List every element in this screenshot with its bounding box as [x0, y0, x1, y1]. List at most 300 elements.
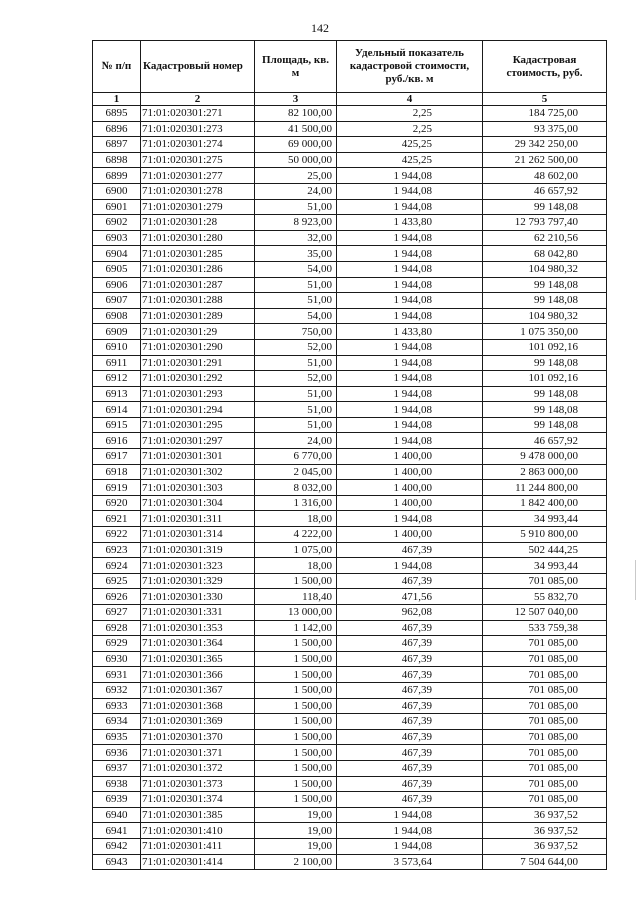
- cadastral-value-table: [92, 40, 607, 870]
- cell-row-number: 6925: [93, 573, 141, 589]
- cell-specific-value: 467,39: [337, 651, 483, 667]
- cell-row-number: 6901: [93, 199, 141, 215]
- cell-area: 32,00: [255, 230, 337, 246]
- cell-cadastral-value: 701 085,00: [483, 651, 607, 667]
- cell-cadastral-number: 71:01:020301:289: [141, 308, 255, 324]
- cell-row-number: 6927: [93, 605, 141, 621]
- cell-cadastral-value: 701 085,00: [483, 682, 607, 698]
- table-header: [93, 41, 607, 106]
- table-row: [93, 261, 607, 277]
- cell-cadastral-number: 71:01:020301:275: [141, 152, 255, 168]
- table-row: [93, 386, 607, 402]
- cell-area: 51,00: [255, 277, 337, 293]
- cell-cadastral-value: 62 210,56: [483, 230, 607, 246]
- cell-specific-value: 1 944,08: [337, 261, 483, 277]
- cell-area: 51,00: [255, 293, 337, 309]
- cell-row-number: 6937: [93, 760, 141, 776]
- cell-row-number: 6936: [93, 745, 141, 761]
- table-row: [93, 854, 607, 870]
- table-row: [93, 542, 607, 558]
- cell-cadastral-value: 36 937,52: [483, 807, 607, 823]
- column-number: 2: [141, 93, 255, 106]
- cell-row-number: 6928: [93, 620, 141, 636]
- table-row: [93, 620, 607, 636]
- cell-area: 51,00: [255, 402, 337, 418]
- cell-area: 18,00: [255, 511, 337, 527]
- header-row: [93, 41, 607, 93]
- cell-area: 51,00: [255, 199, 337, 215]
- cell-row-number: 6911: [93, 355, 141, 371]
- cell-cadastral-value: 1 075 350,00: [483, 324, 607, 340]
- cell-specific-value: 1 944,08: [337, 823, 483, 839]
- cell-cadastral-value: 46 657,92: [483, 433, 607, 449]
- table-row: [93, 168, 607, 184]
- page-number: 142: [311, 21, 329, 35]
- table-row: [93, 183, 607, 199]
- cell-cadastral-value: 68 042,80: [483, 246, 607, 262]
- cell-row-number: 6906: [93, 277, 141, 293]
- cell-cadastral-value: 55 832,70: [483, 589, 607, 605]
- cell-area: 25,00: [255, 168, 337, 184]
- cell-cadastral-value: 36 937,52: [483, 838, 607, 854]
- cell-area: 52,00: [255, 371, 337, 387]
- cell-specific-value: 1 944,08: [337, 807, 483, 823]
- cell-area: 54,00: [255, 261, 337, 277]
- cell-cadastral-number: 71:01:020301:330: [141, 589, 255, 605]
- cell-specific-value: 1 944,08: [337, 199, 483, 215]
- table-row: [93, 293, 607, 309]
- cell-specific-value: 1 400,00: [337, 495, 483, 511]
- table-row: [93, 137, 607, 153]
- table-row: [93, 152, 607, 168]
- cell-cadastral-value: 34 993,44: [483, 511, 607, 527]
- cell-cadastral-number: 71:01:020301:271: [141, 106, 255, 122]
- cell-cadastral-value: 701 085,00: [483, 760, 607, 776]
- cell-area: 51,00: [255, 386, 337, 402]
- cell-area: 51,00: [255, 417, 337, 433]
- cell-cadastral-number: 71:01:020301:331: [141, 605, 255, 621]
- cell-specific-value: 1 944,08: [337, 230, 483, 246]
- cell-specific-value: 1 433,80: [337, 324, 483, 340]
- cell-cadastral-value: 184 725,00: [483, 106, 607, 122]
- cell-cadastral-number: 71:01:020301:314: [141, 527, 255, 543]
- table-row: [93, 823, 607, 839]
- cell-specific-value: 467,39: [337, 682, 483, 698]
- cell-specific-value: 2,25: [337, 106, 483, 122]
- cell-specific-value: 1 944,08: [337, 246, 483, 262]
- cell-specific-value: 1 433,80: [337, 215, 483, 231]
- cell-cadastral-value: 1 842 400,00: [483, 495, 607, 511]
- cell-cadastral-number: 71:01:020301:371: [141, 745, 255, 761]
- cell-specific-value: 1 400,00: [337, 449, 483, 465]
- cell-cadastral-value: 701 085,00: [483, 667, 607, 683]
- cell-specific-value: 3 573,64: [337, 854, 483, 870]
- cell-row-number: 6914: [93, 402, 141, 418]
- table-row: [93, 215, 607, 231]
- table-row: [93, 636, 607, 652]
- cell-cadastral-number: 71:01:020301:323: [141, 558, 255, 574]
- cell-cadastral-number: 71:01:020301:279: [141, 199, 255, 215]
- cell-cadastral-value: 12 793 797,40: [483, 215, 607, 231]
- cell-specific-value: 467,39: [337, 620, 483, 636]
- table-row: [93, 339, 607, 355]
- cell-specific-value: 1 944,08: [337, 371, 483, 387]
- cell-cadastral-number: 71:01:020301:280: [141, 230, 255, 246]
- cell-row-number: 6923: [93, 542, 141, 558]
- cell-area: 1 500,00: [255, 636, 337, 652]
- cell-cadastral-value: 502 444,25: [483, 542, 607, 558]
- table-row: [93, 121, 607, 137]
- cell-cadastral-value: 104 980,32: [483, 308, 607, 324]
- table-row: [93, 402, 607, 418]
- cell-cadastral-value: 701 085,00: [483, 573, 607, 589]
- cell-cadastral-number: 71:01:020301:288: [141, 293, 255, 309]
- cell-area: 35,00: [255, 246, 337, 262]
- cell-cadastral-value: 5 910 800,00: [483, 527, 607, 543]
- cell-cadastral-number: 71:01:020301:411: [141, 838, 255, 854]
- cell-cadastral-number: 71:01:020301:292: [141, 371, 255, 387]
- cell-row-number: 6917: [93, 449, 141, 465]
- cell-row-number: 6932: [93, 682, 141, 698]
- table-row: [93, 449, 607, 465]
- table-row: [93, 792, 607, 808]
- cell-cadastral-value: 701 085,00: [483, 698, 607, 714]
- margin-mark: [635, 560, 636, 600]
- cell-cadastral-number: 71:01:020301:370: [141, 729, 255, 745]
- cell-cadastral-number: 71:01:020301:385: [141, 807, 255, 823]
- cell-cadastral-number: 71:01:020301:295: [141, 417, 255, 433]
- cell-row-number: 6902: [93, 215, 141, 231]
- cell-area: 750,00: [255, 324, 337, 340]
- cell-area: 19,00: [255, 838, 337, 854]
- cell-specific-value: 1 944,08: [337, 168, 483, 184]
- cell-cadastral-number: 71:01:020301:291: [141, 355, 255, 371]
- cell-specific-value: 467,39: [337, 636, 483, 652]
- column-number: 5: [483, 93, 607, 106]
- cell-specific-value: 467,39: [337, 698, 483, 714]
- cell-specific-value: 1 944,08: [337, 433, 483, 449]
- cell-area: 1 075,00: [255, 542, 337, 558]
- cell-row-number: 6930: [93, 651, 141, 667]
- table-row: [93, 760, 607, 776]
- cell-area: 1 316,00: [255, 495, 337, 511]
- header-area: Площадь, кв. м: [255, 41, 337, 93]
- table-row: [93, 589, 607, 605]
- table-row: [93, 667, 607, 683]
- cell-area: 24,00: [255, 433, 337, 449]
- table-row: [93, 558, 607, 574]
- cell-cadastral-number: 71:01:020301:353: [141, 620, 255, 636]
- cell-cadastral-number: 71:01:020301:367: [141, 682, 255, 698]
- cell-row-number: 6918: [93, 464, 141, 480]
- cell-specific-value: 1 400,00: [337, 480, 483, 496]
- cell-area: 24,00: [255, 183, 337, 199]
- cell-cadastral-value: 93 375,00: [483, 121, 607, 137]
- cell-row-number: 6924: [93, 558, 141, 574]
- cell-row-number: 6920: [93, 495, 141, 511]
- cell-area: 82 100,00: [255, 106, 337, 122]
- cell-specific-value: 1 944,08: [337, 339, 483, 355]
- table-row: [93, 308, 607, 324]
- cell-cadastral-value: 99 148,08: [483, 386, 607, 402]
- table-row: [93, 230, 607, 246]
- cell-cadastral-number: 71:01:020301:374: [141, 792, 255, 808]
- cell-area: 8 923,00: [255, 215, 337, 231]
- cell-row-number: 6931: [93, 667, 141, 683]
- table-row: [93, 199, 607, 215]
- cell-row-number: 6935: [93, 729, 141, 745]
- cell-cadastral-value: 701 085,00: [483, 792, 607, 808]
- cell-row-number: 6904: [93, 246, 141, 262]
- cell-cadastral-number: 71:01:020301:290: [141, 339, 255, 355]
- cell-cadastral-number: 71:01:020301:273: [141, 121, 255, 137]
- table-row: [93, 651, 607, 667]
- cell-area: 1 142,00: [255, 620, 337, 636]
- cell-row-number: 6910: [93, 339, 141, 355]
- cell-row-number: 6942: [93, 838, 141, 854]
- cell-cadastral-number: 71:01:020301:28: [141, 215, 255, 231]
- cell-specific-value: 467,39: [337, 542, 483, 558]
- table-row: [93, 745, 607, 761]
- table-row: [93, 371, 607, 387]
- cell-specific-value: 467,39: [337, 760, 483, 776]
- cell-area: 8 032,00: [255, 480, 337, 496]
- cell-row-number: 6903: [93, 230, 141, 246]
- cell-row-number: 6896: [93, 121, 141, 137]
- cell-area: 19,00: [255, 807, 337, 823]
- cell-specific-value: 2,25: [337, 121, 483, 137]
- cell-cadastral-value: 101 092,16: [483, 339, 607, 355]
- cell-row-number: 6919: [93, 480, 141, 496]
- table-row: [93, 106, 607, 122]
- cell-cadastral-number: 71:01:020301:29: [141, 324, 255, 340]
- cell-area: 50 000,00: [255, 152, 337, 168]
- cell-area: 1 500,00: [255, 792, 337, 808]
- cell-cadastral-value: 29 342 250,00: [483, 137, 607, 153]
- table-row: [93, 355, 607, 371]
- cell-cadastral-number: 71:01:020301:287: [141, 277, 255, 293]
- table-row: [93, 714, 607, 730]
- cell-row-number: 6941: [93, 823, 141, 839]
- cell-cadastral-number: 71:01:020301:365: [141, 651, 255, 667]
- cell-specific-value: 1 944,08: [337, 838, 483, 854]
- cell-cadastral-number: 71:01:020301:293: [141, 386, 255, 402]
- cell-area: 1 500,00: [255, 729, 337, 745]
- cell-specific-value: 1 944,08: [337, 417, 483, 433]
- table-row: [93, 246, 607, 262]
- cell-cadastral-number: 71:01:020301:369: [141, 714, 255, 730]
- table-row: [93, 605, 607, 621]
- cell-cadastral-number: 71:01:020301:294: [141, 402, 255, 418]
- cell-cadastral-value: 9 478 000,00: [483, 449, 607, 465]
- cell-cadastral-value: 46 657,92: [483, 183, 607, 199]
- cell-cadastral-number: 71:01:020301:368: [141, 698, 255, 714]
- cell-area: 1 500,00: [255, 682, 337, 698]
- cell-specific-value: 425,25: [337, 137, 483, 153]
- cell-row-number: 6921: [93, 511, 141, 527]
- cell-area: 13 000,00: [255, 605, 337, 621]
- cell-area: 1 500,00: [255, 760, 337, 776]
- cell-specific-value: 1 944,08: [337, 355, 483, 371]
- cell-cadastral-number: 71:01:020301:302: [141, 464, 255, 480]
- table-body: [93, 106, 607, 870]
- table-row: [93, 480, 607, 496]
- table-row: [93, 464, 607, 480]
- cell-cadastral-value: 99 148,08: [483, 417, 607, 433]
- cell-area: 1 500,00: [255, 745, 337, 761]
- cell-area: 41 500,00: [255, 121, 337, 137]
- header-cadastral-number: Кадастровый номер: [141, 41, 255, 93]
- cell-area: 51,00: [255, 355, 337, 371]
- cell-specific-value: 1 400,00: [337, 527, 483, 543]
- cell-row-number: 6915: [93, 417, 141, 433]
- cell-specific-value: 425,25: [337, 152, 483, 168]
- cell-row-number: 6943: [93, 854, 141, 870]
- table-row: [93, 729, 607, 745]
- cell-specific-value: 467,39: [337, 792, 483, 808]
- cell-area: 4 222,00: [255, 527, 337, 543]
- cell-cadastral-value: 101 092,16: [483, 371, 607, 387]
- cell-cadastral-value: 533 759,38: [483, 620, 607, 636]
- cell-area: 2 045,00: [255, 464, 337, 480]
- column-number: 1: [93, 93, 141, 106]
- column-number-row: [93, 93, 607, 106]
- cell-area: 2 100,00: [255, 854, 337, 870]
- table-row: [93, 527, 607, 543]
- cell-specific-value: 1 944,08: [337, 558, 483, 574]
- cell-area: 1 500,00: [255, 573, 337, 589]
- cell-cadastral-value: 99 148,08: [483, 277, 607, 293]
- cell-row-number: 6922: [93, 527, 141, 543]
- table-row: [93, 682, 607, 698]
- cell-area: 1 500,00: [255, 667, 337, 683]
- cell-row-number: 6899: [93, 168, 141, 184]
- cell-row-number: 6926: [93, 589, 141, 605]
- cell-cadastral-number: 71:01:020301:303: [141, 480, 255, 496]
- cell-specific-value: 1 944,08: [337, 277, 483, 293]
- cell-cadastral-number: 71:01:020301:301: [141, 449, 255, 465]
- cell-cadastral-value: 2 863 000,00: [483, 464, 607, 480]
- cell-cadastral-value: 701 085,00: [483, 729, 607, 745]
- cell-specific-value: 467,39: [337, 729, 483, 745]
- cell-area: 19,00: [255, 823, 337, 839]
- cell-specific-value: 467,39: [337, 776, 483, 792]
- cell-cadastral-number: 71:01:020301:304: [141, 495, 255, 511]
- cell-specific-value: 1 400,00: [337, 464, 483, 480]
- cell-row-number: 6933: [93, 698, 141, 714]
- cell-cadastral-value: 99 148,08: [483, 355, 607, 371]
- table-row: [93, 277, 607, 293]
- cell-row-number: 6912: [93, 371, 141, 387]
- cell-area: 1 500,00: [255, 698, 337, 714]
- cell-area: 1 500,00: [255, 651, 337, 667]
- cell-cadastral-number: 71:01:020301:366: [141, 667, 255, 683]
- cell-specific-value: 467,39: [337, 573, 483, 589]
- cell-area: 6 770,00: [255, 449, 337, 465]
- cell-area: 18,00: [255, 558, 337, 574]
- cell-specific-value: 1 944,08: [337, 308, 483, 324]
- column-number: 4: [337, 93, 483, 106]
- cell-cadastral-value: 104 980,32: [483, 261, 607, 277]
- cell-area: 118,40: [255, 589, 337, 605]
- table-row: [93, 776, 607, 792]
- cell-row-number: 6900: [93, 183, 141, 199]
- table-row: [93, 511, 607, 527]
- cell-area: 1 500,00: [255, 714, 337, 730]
- cell-row-number: 6909: [93, 324, 141, 340]
- cell-row-number: 6907: [93, 293, 141, 309]
- cell-row-number: 6905: [93, 261, 141, 277]
- cell-cadastral-value: 7 504 644,00: [483, 854, 607, 870]
- cell-cadastral-value: 48 602,00: [483, 168, 607, 184]
- cell-cadastral-number: 71:01:020301:364: [141, 636, 255, 652]
- cell-specific-value: 1 944,08: [337, 402, 483, 418]
- cell-cadastral-number: 71:01:020301:410: [141, 823, 255, 839]
- cell-cadastral-value: 701 085,00: [483, 714, 607, 730]
- cell-cadastral-number: 71:01:020301:414: [141, 854, 255, 870]
- cell-row-number: 6940: [93, 807, 141, 823]
- cell-cadastral-number: 71:01:020301:311: [141, 511, 255, 527]
- cell-cadastral-number: 71:01:020301:286: [141, 261, 255, 277]
- header-specific-value: Удельный показатель кадастровой стоимости, руб./кв. м: [337, 41, 483, 93]
- cell-row-number: 6895: [93, 106, 141, 122]
- cell-specific-value: 467,39: [337, 745, 483, 761]
- table-row: [93, 433, 607, 449]
- cell-specific-value: 962,08: [337, 605, 483, 621]
- header-row-number: № п/п: [93, 41, 141, 93]
- cell-cadastral-value: 701 085,00: [483, 636, 607, 652]
- table-row: [93, 495, 607, 511]
- cell-cadastral-number: 71:01:020301:285: [141, 246, 255, 262]
- cell-cadastral-number: 71:01:020301:372: [141, 760, 255, 776]
- cell-cadastral-number: 71:01:020301:278: [141, 183, 255, 199]
- header-cadastral-value: Кадастровая стоимость, руб.: [483, 41, 607, 93]
- cell-cadastral-value: 99 148,08: [483, 293, 607, 309]
- table-row: [93, 698, 607, 714]
- cell-specific-value: 471,56: [337, 589, 483, 605]
- cell-cadastral-value: 701 085,00: [483, 776, 607, 792]
- cell-cadastral-number: 71:01:020301:274: [141, 137, 255, 153]
- column-number: 3: [255, 93, 337, 106]
- cell-row-number: 6913: [93, 386, 141, 402]
- cell-cadastral-value: 701 085,00: [483, 745, 607, 761]
- cell-row-number: 6898: [93, 152, 141, 168]
- cell-specific-value: 1 944,08: [337, 386, 483, 402]
- table-row: [93, 417, 607, 433]
- cell-area: 69 000,00: [255, 137, 337, 153]
- cell-area: 52,00: [255, 339, 337, 355]
- cell-row-number: 6938: [93, 776, 141, 792]
- cell-cadastral-value: 11 244 800,00: [483, 480, 607, 496]
- cell-cadastral-value: 99 148,08: [483, 199, 607, 215]
- cell-specific-value: 1 944,08: [337, 183, 483, 199]
- cell-specific-value: 467,39: [337, 714, 483, 730]
- cell-cadastral-number: 71:01:020301:373: [141, 776, 255, 792]
- cell-cadastral-value: 34 993,44: [483, 558, 607, 574]
- cell-cadastral-value: 21 262 500,00: [483, 152, 607, 168]
- table-row: [93, 807, 607, 823]
- cell-area: 54,00: [255, 308, 337, 324]
- cell-cadastral-number: 71:01:020301:319: [141, 542, 255, 558]
- cell-specific-value: 467,39: [337, 667, 483, 683]
- table-row: [93, 838, 607, 854]
- cell-row-number: 6908: [93, 308, 141, 324]
- cell-specific-value: 1 944,08: [337, 511, 483, 527]
- cell-cadastral-number: 71:01:020301:277: [141, 168, 255, 184]
- cell-row-number: 6934: [93, 714, 141, 730]
- cell-cadastral-value: 36 937,52: [483, 823, 607, 839]
- cell-area: 1 500,00: [255, 776, 337, 792]
